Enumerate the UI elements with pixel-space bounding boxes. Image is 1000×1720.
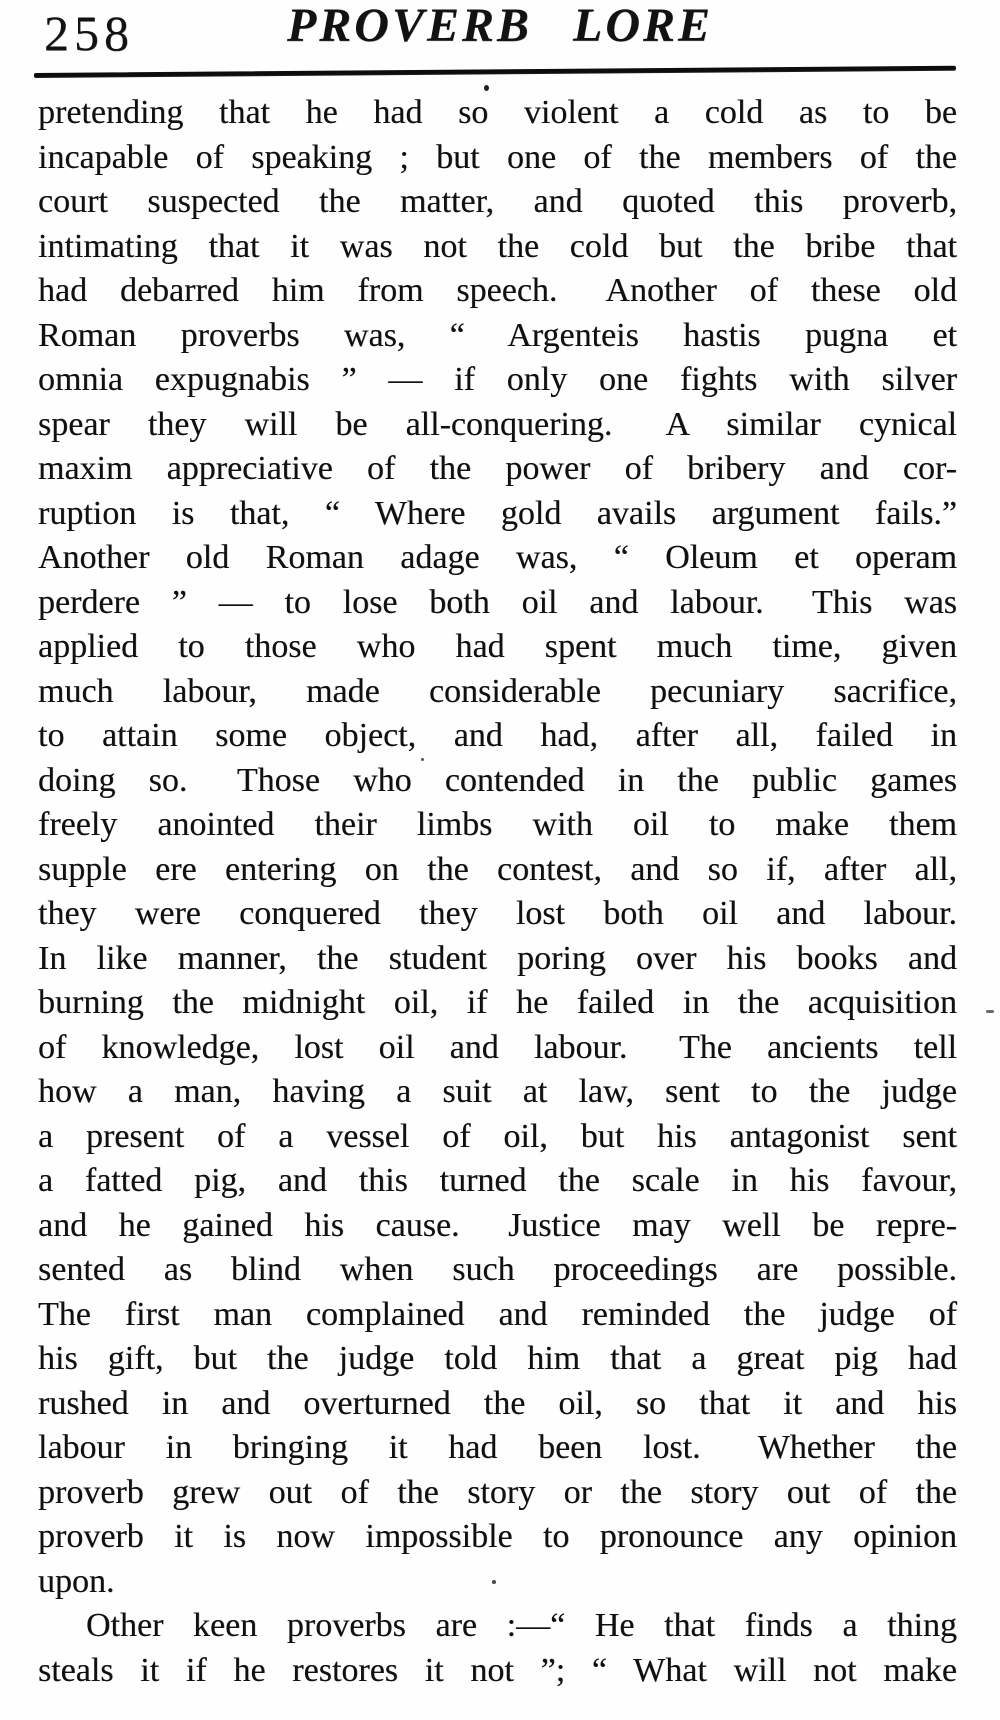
- text-line: Other keen proverbs are :—“ He that finds a thing: [86, 1607, 957, 1644]
- text-line: court suspected the matter, and quoted this proverb,: [38, 183, 957, 220]
- text-line: much labour, made considerable pecuniary sacrifice,: [38, 672, 957, 710]
- page-body-text: [38, 91, 957, 1693]
- text-line: maxim appreciative of the power of bribery and cor-: [38, 450, 957, 487]
- text-line: a present of a vessel of oil, but his antagonist sent: [38, 1117, 957, 1155]
- text-line: intimating that it was not the cold but the bribe that: [38, 227, 957, 265]
- scan-artifact-dot: [986, 1010, 994, 1013]
- text-line: Another old Roman adage was, “ Oleum et operam: [38, 539, 957, 576]
- text-line: omnia expugnabis ” — if only one fights with silver: [38, 361, 957, 398]
- text-line: freely anointed their limbs with oil to make them: [38, 806, 957, 843]
- text-line: perdere ” — to lose both oil and labour. This was: [38, 583, 957, 621]
- text-line: Roman proverbs was, “ Argenteis hastis pugna et: [38, 316, 957, 354]
- text-line: supple ere entering on the contest, and so if, after all,: [38, 850, 957, 888]
- text-line: spear they will be all-conquering. A similar cynical: [38, 405, 957, 443]
- text-line: a fatted pig, and this turned the scale in his favour,: [38, 1162, 957, 1199]
- scan-artifact-dot: [484, 85, 489, 91]
- text-line: The first man complained and reminded the judge of: [38, 1295, 957, 1333]
- text-line: sented as blind when such proceedings are possible.: [38, 1251, 957, 1288]
- text-line: doing so. Those who contended in the public games: [38, 761, 957, 799]
- scan-artifact-dot: [421, 758, 424, 761]
- text-line: to attain some object, and had, after all, failed in: [38, 717, 957, 754]
- text-line: steals it if he restores it not ”; “ What will not make: [38, 1651, 957, 1689]
- text-line: labour in bringing it had been lost. Whether the: [38, 1429, 957, 1466]
- text-line: burning the midnight oil, if he failed in the acquisition: [38, 984, 957, 1021]
- text-line: rushed in and overturned the oil, so that it and his: [38, 1384, 957, 1422]
- text-line: incapable of speaking ; but one of the members of the: [38, 138, 957, 176]
- text-line: had debarred him from speech. Another of these old: [38, 272, 957, 309]
- text-line: In like manner, the student poring over his books and: [38, 939, 957, 977]
- text-line: his gift, but the judge told him that a great pig had: [38, 1340, 957, 1377]
- text-line: upon.: [38, 1562, 115, 1600]
- text-line: proverb it is now impossible to pronounce any opinion: [38, 1518, 957, 1555]
- text-line: pretending that he had so violent a cold as to be: [38, 94, 957, 131]
- text-line: they were conquered they lost both oil and labour.: [38, 895, 957, 932]
- text-line: and he gained his cause. Justice may well be repre-: [38, 1206, 957, 1244]
- text-line: proverb grew out of the story or the story out of the: [38, 1473, 957, 1511]
- text-line: of knowledge, lost oil and labour. The ancients tell: [38, 1028, 957, 1066]
- text-line: applied to those who had spent much time, given: [38, 628, 957, 665]
- text-line: ruption is that, “ Where gold avails argument fails.”: [38, 494, 957, 532]
- header-rule: [34, 66, 956, 78]
- text-line: how a man, having a suit at law, sent to the judge: [38, 1073, 957, 1110]
- running-title: PROVERB LORE: [286, 0, 714, 52]
- scan-artifact-dot: [492, 1580, 496, 1584]
- page-number: 258: [44, 5, 134, 61]
